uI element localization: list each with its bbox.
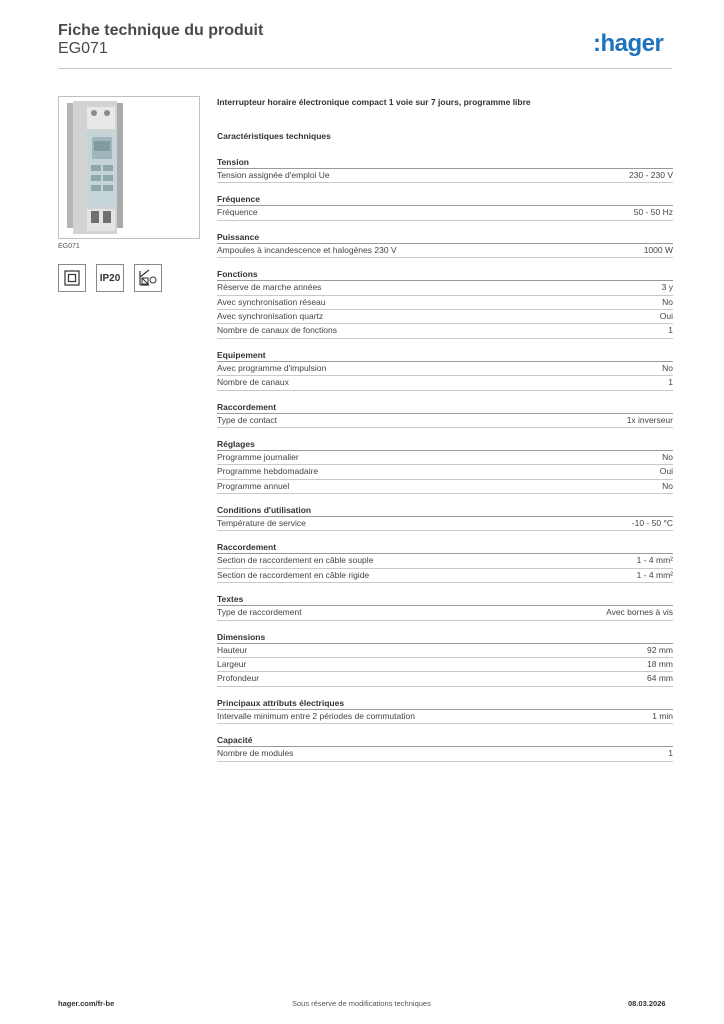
spec-section [217, 193, 673, 220]
spec-label: Programme journalier [217, 451, 299, 462]
spec-label: Programme hebdomadaire [217, 466, 319, 477]
spec-row [217, 376, 673, 390]
technical-sheet [217, 96, 673, 772]
spec-label: Type de raccordement [217, 607, 302, 618]
spec-label: Avec synchronisation réseau [217, 296, 326, 307]
spec-row [217, 169, 673, 183]
spec-section [217, 541, 673, 583]
spec-value: No [662, 296, 673, 307]
spec-label: Largeur [217, 659, 247, 670]
spec-value: 1 - 4 mm² [636, 555, 673, 566]
section-title: Textes [217, 593, 673, 606]
spec-section [217, 631, 673, 687]
spec-value: 1 min [652, 710, 673, 721]
footer-website-link[interactable]: hager.com/fr-be [58, 999, 115, 1008]
spec-value: 1x inverseur [626, 414, 673, 425]
electronic-switch-symbol-icon [134, 264, 162, 292]
spec-section [217, 734, 673, 761]
product-code-caption: EG071 [58, 243, 80, 250]
spec-label: Section de raccordement en câble souple [217, 555, 374, 566]
spec-section [217, 401, 673, 428]
spec-row [217, 281, 673, 295]
spec-value: Avec bornes à vis [606, 607, 673, 618]
double-insulation-icon [58, 264, 86, 292]
spec-label: Ampoules à incandescence et halogènes 230 V [217, 244, 397, 255]
spec-row [217, 658, 673, 672]
section-title: Conditions d'utilisation [217, 504, 673, 517]
spec-section [217, 593, 673, 620]
spec-row [217, 554, 673, 568]
technical-characteristics-title: Caractéristiques techniques [217, 131, 331, 141]
spec-row [217, 465, 673, 479]
spec-label: Section de raccordement en câble rigide [217, 569, 370, 580]
spec-label: Température de service [217, 518, 306, 529]
footer-date: 08.03.2026 [628, 999, 666, 1008]
spec-row [217, 414, 673, 428]
spec-section [217, 438, 673, 494]
spec-value: 18 mm [647, 659, 673, 670]
spec-section [217, 156, 673, 183]
spec-section [217, 349, 673, 391]
hager-logo: :hager [593, 30, 664, 57]
spec-value: 1 [668, 325, 673, 336]
spec-label: Fréquence [217, 207, 258, 218]
spec-value: -10 - 50 °C [631, 518, 673, 529]
timer-switch-device-image [59, 97, 199, 238]
ip-rating-badge [96, 264, 124, 292]
spec-section [217, 268, 673, 339]
spec-row [217, 517, 673, 531]
spec-value: 1 [668, 748, 673, 759]
spec-value: No [662, 362, 673, 373]
section-title: Fréquence [217, 193, 673, 206]
spec-section [217, 697, 673, 724]
product-image-frame [58, 96, 200, 239]
header-divider [58, 68, 672, 69]
spec-section [217, 231, 673, 258]
page-title: Fiche technique du produit [58, 22, 264, 39]
spec-label: Intervalle minimum entre 2 périodes de commutation [217, 710, 415, 721]
spec-value: Oui [659, 310, 673, 321]
section-title: Equipement [217, 349, 673, 362]
spec-value: No [662, 480, 673, 491]
spec-label: Hauteur [217, 644, 248, 655]
spec-label: Avec programme d'impulsion [217, 362, 327, 373]
spec-label: Tension assignée d'emploi Ue [217, 170, 330, 180]
product-reference: EG071 [58, 40, 108, 57]
spec-value: No [662, 451, 673, 462]
spec-label: Avec synchronisation quartz [217, 310, 324, 321]
spec-section [217, 504, 673, 531]
spec-label: Nombre de modules [217, 748, 294, 759]
section-title: Puissance [217, 231, 673, 244]
section-title: Dimensions [217, 631, 673, 644]
spec-value: 1 - 4 mm² [636, 569, 673, 580]
spec-row [217, 324, 673, 338]
spec-row [217, 451, 673, 465]
spec-row [217, 710, 673, 724]
spec-row [217, 644, 673, 658]
spec-label: Type de contact [217, 414, 278, 425]
spec-row [217, 206, 673, 220]
spec-row [217, 606, 673, 620]
section-title: Tension [217, 156, 673, 169]
section-title: Réglages [217, 438, 673, 451]
spec-label: Nombre de canaux de fonctions [217, 325, 338, 336]
section-title: Raccordement [217, 541, 673, 554]
spec-value: 3 y [661, 282, 673, 293]
spec-label: Programme annuel [217, 480, 290, 491]
section-title: Raccordement [217, 401, 673, 414]
spec-value: 230 - 230 V [629, 170, 673, 180]
spec-value: 50 - 50 Hz [633, 207, 673, 218]
spec-row [217, 747, 673, 761]
spec-label: Profondeur [217, 673, 260, 684]
section-title: Principaux attributs électriques [217, 697, 673, 710]
spec-row [217, 672, 673, 686]
spec-value: 1 [668, 377, 673, 388]
spec-value: 1000 W [643, 244, 673, 255]
section-title: Fonctions [217, 268, 673, 281]
ip-rating-label: IP20 [99, 272, 121, 284]
spec-row [217, 244, 673, 258]
spec-sections [217, 156, 673, 762]
product-description: Interrupteur horaire électronique compact 1 voie sur 7 jours, programme libre [217, 97, 531, 107]
spec-row [217, 480, 673, 494]
section-title: Capacité [217, 734, 673, 747]
spec-row [217, 569, 673, 583]
spec-label: Réserve de marche années [217, 282, 322, 293]
spec-row [217, 310, 673, 324]
spec-value: 92 mm [647, 644, 673, 655]
spec-value: 64 mm [647, 673, 673, 684]
spec-row [217, 362, 673, 376]
spec-label: Nombre de canaux [217, 377, 289, 388]
footer-disclaimer: Sous réserve de modifications techniques [292, 999, 431, 1008]
spec-value: Oui [659, 466, 673, 477]
spec-row [217, 296, 673, 310]
